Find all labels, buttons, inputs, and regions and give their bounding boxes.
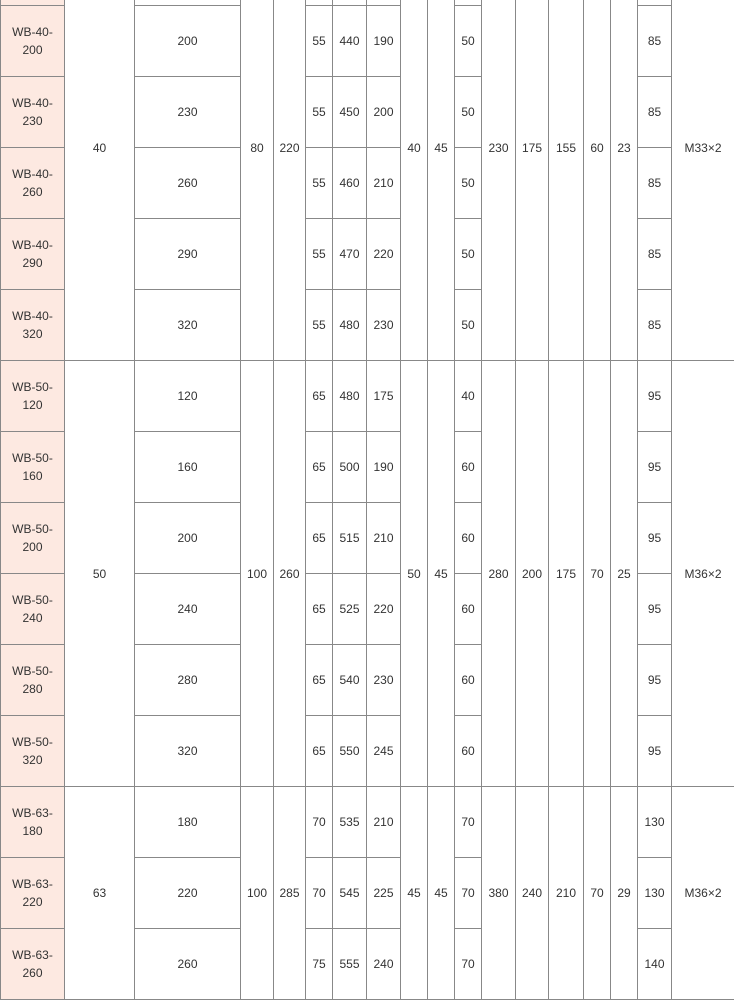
model-cell: WB-63-180	[1, 787, 65, 858]
dim-cell-7: 175	[367, 361, 401, 432]
dim-cell-10: 60	[455, 503, 482, 574]
dim-cell-6: 540	[333, 645, 367, 716]
stroke-cell: 320	[135, 716, 241, 787]
dim-cell-10: 60	[455, 645, 482, 716]
dim-cell-5: 65	[306, 716, 333, 787]
dim-cell-16: 85	[638, 6, 672, 77]
stroke-cell: 240	[135, 574, 241, 645]
dim-cell-7: 230	[367, 645, 401, 716]
dim-cell-16: 130	[638, 787, 672, 858]
stroke-cell: 200	[135, 503, 241, 574]
dim-cell-5: 65	[306, 503, 333, 574]
stroke-cell: 160	[135, 432, 241, 503]
stroke-cell: 260	[135, 148, 241, 219]
dim-cell-6: 500	[333, 432, 367, 503]
dim-cell-13: 155	[549, 0, 584, 361]
dim-cell-4: 220	[274, 0, 306, 361]
dim-cell-6: 535	[333, 787, 367, 858]
model-cell: WB-50-120	[1, 361, 65, 432]
dim-cell-7: 190	[367, 432, 401, 503]
stroke-cell: 120	[135, 361, 241, 432]
dim-cell-10: 50	[455, 77, 482, 148]
dim-cell-7: 200	[367, 77, 401, 148]
dim-cell-4: 260	[274, 361, 306, 787]
stroke-cell: 280	[135, 645, 241, 716]
thread-cell: M36×2	[672, 361, 734, 787]
dim-cell-12: 200	[516, 361, 549, 787]
dim-cell-16: 95	[638, 361, 672, 432]
dim-cell-6: 480	[333, 361, 367, 432]
dim-cell-7: 220	[367, 574, 401, 645]
model-cell: WB-50-320	[1, 716, 65, 787]
dim-cell-12: 175	[516, 0, 549, 361]
stroke-cell: 320	[135, 290, 241, 361]
dim-cell-7: 230	[367, 290, 401, 361]
dim-cell-14: 70	[584, 361, 611, 787]
model-cell: WB-40-200	[1, 6, 65, 77]
dim-cell-10: 50	[455, 290, 482, 361]
dim-cell-6: 550	[333, 716, 367, 787]
model-cell: WB-63-220	[1, 858, 65, 929]
table-row	[1, 787, 734, 858]
dim-cell-8: 40	[401, 0, 428, 361]
model-cell: WB-63-260	[1, 929, 65, 1000]
model-cell: WB-50-280	[1, 645, 65, 716]
dim-cell-16: 95	[638, 716, 672, 787]
dim-cell-3: 100	[241, 361, 274, 787]
dim-cell-16: 95	[638, 574, 672, 645]
dim-cell-16: 85	[638, 290, 672, 361]
dim-cell-10: 60	[455, 716, 482, 787]
dim-cell-7: 245	[367, 716, 401, 787]
stroke-cell: 180	[135, 787, 241, 858]
dim-cell-15: 25	[611, 361, 638, 787]
bore-cell: 40	[65, 0, 135, 361]
dim-cell-6: 460	[333, 148, 367, 219]
model-cell: WB-40-320	[1, 290, 65, 361]
dim-cell-16: 85	[638, 148, 672, 219]
dim-cell-5: 55	[306, 290, 333, 361]
dim-cell-15: 23	[611, 0, 638, 361]
spec-table-body	[1, 0, 734, 1000]
dim-cell-13: 175	[549, 361, 584, 787]
bore-cell: 63	[65, 787, 135, 1000]
dim-cell-16: 140	[638, 929, 672, 1000]
dim-cell-10: 70	[455, 929, 482, 1000]
dim-cell-6: 470	[333, 219, 367, 290]
dim-cell-3: 80	[241, 0, 274, 361]
dim-cell-5: 70	[306, 787, 333, 858]
dim-cell-10: 50	[455, 6, 482, 77]
stroke-cell: 260	[135, 929, 241, 1000]
stroke-cell: 220	[135, 858, 241, 929]
dim-cell-16: 95	[638, 503, 672, 574]
dim-cell-5: 75	[306, 929, 333, 1000]
dim-cell-14: 60	[584, 0, 611, 361]
dim-cell-11: 380	[482, 787, 516, 1000]
dim-cell-5: 65	[306, 432, 333, 503]
dim-cell-7: 210	[367, 503, 401, 574]
model-cell: WB-40-230	[1, 77, 65, 148]
thread-cell: M33×2	[672, 0, 734, 361]
dim-cell-9: 45	[428, 787, 455, 1000]
dim-cell-16: 95	[638, 432, 672, 503]
dim-cell-10: 60	[455, 574, 482, 645]
dim-cell-6: 555	[333, 929, 367, 1000]
dim-cell-14: 70	[584, 787, 611, 1000]
dim-cell-8: 45	[401, 787, 428, 1000]
dim-cell-10: 70	[455, 787, 482, 858]
table-row	[1, 361, 734, 432]
dim-cell-15: 29	[611, 787, 638, 1000]
dim-cell-16: 95	[638, 645, 672, 716]
thread-cell: M36×2	[672, 787, 734, 1000]
dim-cell-4: 285	[274, 787, 306, 1000]
dim-cell-6: 545	[333, 858, 367, 929]
dim-cell-10: 40	[455, 361, 482, 432]
bore-cell: 50	[65, 361, 135, 787]
dim-cell-7: 225	[367, 858, 401, 929]
stroke-cell: 230	[135, 77, 241, 148]
dim-cell-5: 55	[306, 6, 333, 77]
model-cell: WB-40-290	[1, 219, 65, 290]
dim-cell-5: 65	[306, 645, 333, 716]
dim-cell-5: 55	[306, 77, 333, 148]
dim-cell-12: 240	[516, 787, 549, 1000]
dim-cell-11: 280	[482, 361, 516, 787]
model-cell: WB-50-240	[1, 574, 65, 645]
dim-cell-8: 50	[401, 361, 428, 787]
model-cell: WB-40-260	[1, 148, 65, 219]
dim-cell-5: 65	[306, 574, 333, 645]
dim-cell-11: 230	[482, 0, 516, 361]
dim-cell-6: 440	[333, 6, 367, 77]
dim-cell-6: 515	[333, 503, 367, 574]
dim-cell-5: 65	[306, 361, 333, 432]
dim-cell-10: 50	[455, 219, 482, 290]
dim-cell-9: 45	[428, 0, 455, 361]
dim-cell-3: 100	[241, 787, 274, 1000]
dim-cell-13: 210	[549, 787, 584, 1000]
dim-cell-16: 85	[638, 219, 672, 290]
dim-cell-16: 85	[638, 77, 672, 148]
dim-cell-10: 50	[455, 148, 482, 219]
dim-cell-7: 190	[367, 6, 401, 77]
dim-cell-9: 45	[428, 361, 455, 787]
dim-cell-16: 130	[638, 858, 672, 929]
dim-cell-6: 525	[333, 574, 367, 645]
dim-cell-7: 210	[367, 787, 401, 858]
stroke-cell: 200	[135, 6, 241, 77]
dim-cell-6: 450	[333, 77, 367, 148]
dim-cell-7: 210	[367, 148, 401, 219]
dim-cell-10: 70	[455, 858, 482, 929]
dim-cell-6: 480	[333, 290, 367, 361]
dim-cell-5: 55	[306, 219, 333, 290]
dim-cell-10: 60	[455, 432, 482, 503]
dim-cell-5: 70	[306, 858, 333, 929]
model-cell: WB-50-160	[1, 432, 65, 503]
dim-cell-7: 220	[367, 219, 401, 290]
dim-cell-5: 55	[306, 148, 333, 219]
model-cell: WB-50-200	[1, 503, 65, 574]
stroke-cell: 290	[135, 219, 241, 290]
dim-cell-7: 240	[367, 929, 401, 1000]
